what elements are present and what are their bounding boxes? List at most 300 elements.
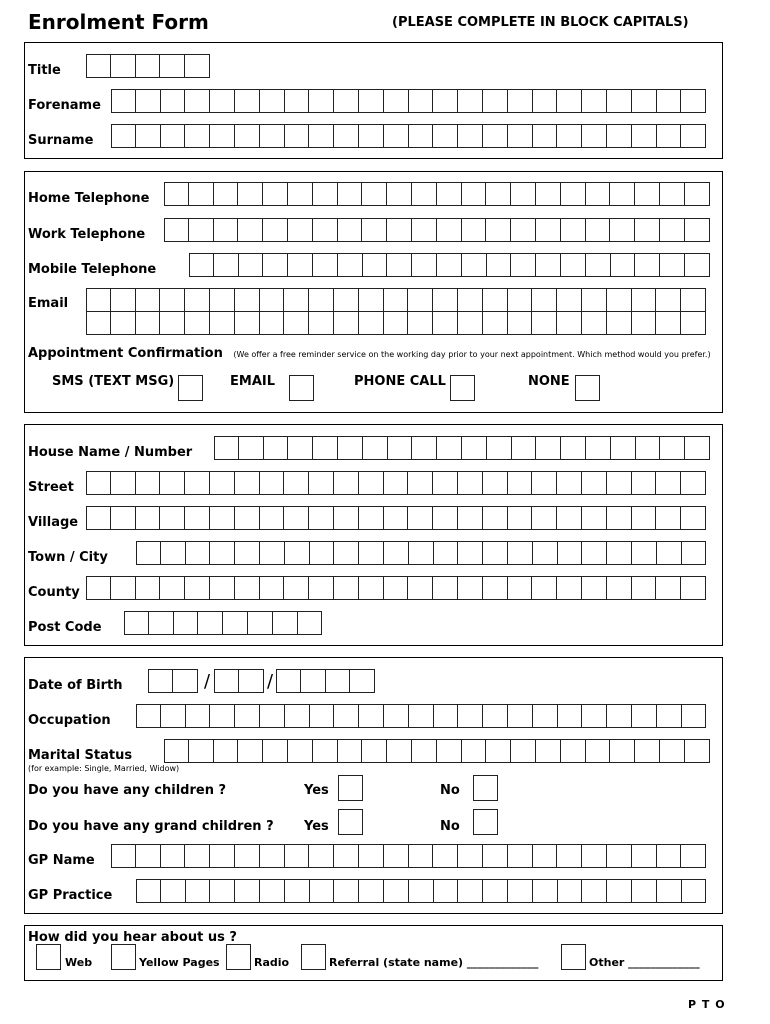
char-cell[interactable]: [483, 506, 508, 530]
char-cell[interactable]: [363, 253, 388, 277]
char-cell[interactable]: [533, 704, 558, 728]
char-cell[interactable]: [260, 311, 285, 335]
char-cell[interactable]: [656, 311, 681, 335]
char-cell[interactable]: [533, 541, 558, 565]
char-cell[interactable]: [458, 879, 483, 903]
char-cell[interactable]: [408, 471, 433, 495]
char-cell[interactable]: [632, 124, 657, 148]
email-input-line2[interactable]: [86, 311, 706, 335]
char-cell[interactable]: [160, 576, 185, 600]
char-cell[interactable]: [313, 218, 338, 242]
char-cell[interactable]: [434, 879, 459, 903]
char-cell[interactable]: [239, 253, 264, 277]
char-cell[interactable]: [582, 89, 607, 113]
char-cell[interactable]: [434, 541, 459, 565]
char-cell[interactable]: [313, 436, 338, 460]
char-cell[interactable]: [409, 704, 434, 728]
char-cell[interactable]: [161, 879, 186, 903]
char-cell[interactable]: [486, 218, 511, 242]
char-cell[interactable]: [363, 436, 388, 460]
char-cell[interactable]: [86, 311, 111, 335]
char-cell[interactable]: [214, 218, 239, 242]
char-cell[interactable]: [136, 541, 161, 565]
char-cell[interactable]: [657, 844, 682, 868]
char-cell[interactable]: [635, 739, 660, 763]
char-cell[interactable]: [235, 541, 260, 565]
char-cell[interactable]: [264, 436, 289, 460]
title-input[interactable]: [86, 54, 210, 78]
char-cell[interactable]: [288, 253, 313, 277]
char-cell[interactable]: [160, 311, 185, 335]
char-cell[interactable]: [409, 89, 434, 113]
char-cell[interactable]: [483, 844, 508, 868]
char-cell[interactable]: [198, 611, 223, 635]
char-cell[interactable]: [458, 124, 483, 148]
dob-year-input[interactable]: [276, 669, 375, 693]
char-cell[interactable]: [632, 89, 657, 113]
char-cell[interactable]: [359, 471, 384, 495]
char-cell[interactable]: [586, 253, 611, 277]
char-cell[interactable]: [558, 541, 583, 565]
work-telephone-input[interactable]: [164, 218, 710, 242]
char-cell[interactable]: [210, 89, 235, 113]
char-cell[interactable]: [409, 844, 434, 868]
char-cell[interactable]: [532, 288, 557, 312]
char-cell[interactable]: [111, 471, 136, 495]
char-cell[interactable]: [238, 218, 263, 242]
char-cell[interactable]: [508, 704, 533, 728]
char-cell[interactable]: [338, 182, 363, 206]
char-cell[interactable]: [582, 844, 607, 868]
char-cell[interactable]: [111, 311, 136, 335]
char-cell[interactable]: [285, 124, 310, 148]
char-cell[interactable]: [359, 311, 384, 335]
char-cell[interactable]: [235, 844, 260, 868]
char-cell[interactable]: [334, 89, 359, 113]
char-cell[interactable]: [682, 704, 707, 728]
char-cell[interactable]: [532, 311, 557, 335]
char-cell[interactable]: [359, 124, 384, 148]
char-cell[interactable]: [557, 311, 582, 335]
char-cell[interactable]: [656, 506, 681, 530]
char-cell[interactable]: [161, 124, 186, 148]
char-cell[interactable]: [561, 253, 586, 277]
char-cell[interactable]: [632, 288, 657, 312]
gp-practice-input[interactable]: [136, 879, 706, 903]
char-cell[interactable]: [288, 218, 313, 242]
char-cell[interactable]: [260, 879, 285, 903]
char-cell[interactable]: [582, 471, 607, 495]
char-cell[interactable]: [483, 89, 508, 113]
char-cell[interactable]: [310, 704, 335, 728]
char-cell[interactable]: [483, 288, 508, 312]
char-cell[interactable]: [161, 844, 186, 868]
char-cell[interactable]: [536, 218, 561, 242]
char-cell[interactable]: [161, 704, 186, 728]
char-cell[interactable]: [561, 182, 586, 206]
char-cell[interactable]: [260, 541, 285, 565]
char-cell[interactable]: [210, 704, 235, 728]
char-cell[interactable]: [533, 879, 558, 903]
char-cell[interactable]: [185, 311, 210, 335]
char-cell[interactable]: [433, 844, 458, 868]
char-cell[interactable]: [511, 182, 536, 206]
marital-status-input[interactable]: [164, 739, 710, 763]
char-cell[interactable]: [338, 739, 363, 763]
char-cell[interactable]: [611, 253, 636, 277]
char-cell[interactable]: [214, 669, 239, 693]
char-cell[interactable]: [681, 89, 706, 113]
char-cell[interactable]: [362, 182, 387, 206]
char-cell[interactable]: [334, 124, 359, 148]
char-cell[interactable]: [359, 89, 384, 113]
char-cell[interactable]: [512, 436, 537, 460]
char-cell[interactable]: [685, 436, 710, 460]
char-cell[interactable]: [582, 541, 607, 565]
char-cell[interactable]: [607, 89, 632, 113]
char-cell[interactable]: [536, 253, 561, 277]
char-cell[interactable]: [214, 739, 239, 763]
char-cell[interactable]: [359, 506, 384, 530]
char-cell[interactable]: [334, 288, 359, 312]
char-cell[interactable]: [334, 879, 359, 903]
char-cell[interactable]: [433, 506, 458, 530]
char-cell[interactable]: [681, 311, 706, 335]
char-cell[interactable]: [235, 576, 260, 600]
char-cell[interactable]: [660, 739, 685, 763]
char-cell[interactable]: [656, 576, 681, 600]
char-cell[interactable]: [433, 471, 458, 495]
char-cell[interactable]: [248, 611, 273, 635]
char-cell[interactable]: [86, 471, 111, 495]
char-cell[interactable]: [408, 288, 433, 312]
char-cell[interactable]: [558, 704, 583, 728]
char-cell[interactable]: [284, 506, 309, 530]
char-cell[interactable]: [210, 844, 235, 868]
char-cell[interactable]: [681, 506, 706, 530]
char-cell[interactable]: [681, 576, 706, 600]
char-cell[interactable]: [338, 436, 363, 460]
char-cell[interactable]: [586, 218, 611, 242]
char-cell[interactable]: [174, 611, 199, 635]
char-cell[interactable]: [657, 704, 682, 728]
char-cell[interactable]: [487, 436, 512, 460]
char-cell[interactable]: [189, 739, 214, 763]
char-cell[interactable]: [384, 541, 409, 565]
mobile-telephone-input[interactable]: [189, 253, 710, 277]
char-cell[interactable]: [310, 879, 335, 903]
char-cell[interactable]: [285, 704, 310, 728]
char-cell[interactable]: [185, 576, 210, 600]
char-cell[interactable]: [660, 182, 685, 206]
char-cell[interactable]: [557, 89, 582, 113]
char-cell[interactable]: [685, 253, 710, 277]
char-cell[interactable]: [388, 436, 413, 460]
char-cell[interactable]: [338, 253, 363, 277]
char-cell[interactable]: [210, 576, 235, 600]
char-cell[interactable]: [111, 576, 136, 600]
village-input[interactable]: [86, 506, 706, 530]
char-cell[interactable]: [437, 218, 462, 242]
char-cell[interactable]: [557, 844, 582, 868]
char-cell[interactable]: [433, 576, 458, 600]
char-cell[interactable]: [260, 471, 285, 495]
char-cell[interactable]: [149, 611, 174, 635]
char-cell[interactable]: [387, 182, 412, 206]
char-cell[interactable]: [136, 506, 161, 530]
char-cell[interactable]: [656, 471, 681, 495]
email-checkbox[interactable]: [289, 375, 314, 401]
char-cell[interactable]: [338, 218, 363, 242]
children-no-checkbox[interactable]: [473, 775, 498, 801]
web-checkbox[interactable]: [36, 944, 61, 970]
char-cell[interactable]: [235, 704, 260, 728]
char-cell[interactable]: [412, 218, 437, 242]
char-cell[interactable]: [557, 506, 582, 530]
other-checkbox[interactable]: [561, 944, 586, 970]
char-cell[interactable]: [508, 879, 533, 903]
char-cell[interactable]: [362, 739, 387, 763]
char-cell[interactable]: [681, 471, 706, 495]
char-cell[interactable]: [681, 844, 706, 868]
char-cell[interactable]: [635, 182, 660, 206]
char-cell[interactable]: [298, 611, 323, 635]
char-cell[interactable]: [285, 541, 310, 565]
char-cell[interactable]: [309, 288, 334, 312]
char-cell[interactable]: [511, 218, 536, 242]
char-cell[interactable]: [408, 311, 433, 335]
char-cell[interactable]: [276, 669, 301, 693]
char-cell[interactable]: [185, 506, 210, 530]
char-cell[interactable]: [362, 218, 387, 242]
char-cell[interactable]: [136, 311, 161, 335]
char-cell[interactable]: [384, 124, 409, 148]
char-cell[interactable]: [409, 541, 434, 565]
char-cell[interactable]: [185, 844, 210, 868]
char-cell[interactable]: [611, 436, 636, 460]
char-cell[interactable]: [607, 576, 632, 600]
char-cell[interactable]: [223, 611, 248, 635]
char-cell[interactable]: [260, 506, 285, 530]
char-cell[interactable]: [189, 182, 214, 206]
char-cell[interactable]: [632, 844, 657, 868]
char-cell[interactable]: [235, 506, 260, 530]
char-cell[interactable]: [682, 879, 707, 903]
char-cell[interactable]: [260, 89, 285, 113]
char-cell[interactable]: [511, 253, 536, 277]
char-cell[interactable]: [437, 253, 462, 277]
char-cell[interactable]: [235, 879, 260, 903]
char-cell[interactable]: [660, 436, 685, 460]
char-cell[interactable]: [483, 124, 508, 148]
char-cell[interactable]: [607, 541, 632, 565]
char-cell[interactable]: [334, 311, 359, 335]
char-cell[interactable]: [136, 288, 161, 312]
char-cell[interactable]: [136, 879, 161, 903]
char-cell[interactable]: [462, 253, 487, 277]
char-cell[interactable]: [86, 54, 111, 78]
char-cell[interactable]: [582, 124, 607, 148]
char-cell[interactable]: [384, 879, 409, 903]
char-cell[interactable]: [313, 182, 338, 206]
char-cell[interactable]: [238, 739, 263, 763]
char-cell[interactable]: [235, 89, 260, 113]
char-cell[interactable]: [263, 218, 288, 242]
char-cell[interactable]: [508, 506, 533, 530]
char-cell[interactable]: [557, 288, 582, 312]
char-cell[interactable]: [632, 879, 657, 903]
char-cell[interactable]: [387, 253, 412, 277]
char-cell[interactable]: [136, 576, 161, 600]
char-cell[interactable]: [412, 182, 437, 206]
char-cell[interactable]: [561, 436, 586, 460]
char-cell[interactable]: [558, 879, 583, 903]
char-cell[interactable]: [185, 124, 210, 148]
char-cell[interactable]: [486, 182, 511, 206]
char-cell[interactable]: [326, 669, 351, 693]
char-cell[interactable]: [309, 124, 334, 148]
char-cell[interactable]: [359, 704, 384, 728]
char-cell[interactable]: [437, 739, 462, 763]
char-cell[interactable]: [483, 541, 508, 565]
char-cell[interactable]: [483, 879, 508, 903]
char-cell[interactable]: [458, 311, 483, 335]
char-cell[interactable]: [458, 89, 483, 113]
char-cell[interactable]: [508, 311, 533, 335]
char-cell[interactable]: [607, 844, 632, 868]
char-cell[interactable]: [189, 253, 214, 277]
char-cell[interactable]: [309, 844, 334, 868]
char-cell[interactable]: [334, 541, 359, 565]
char-cell[interactable]: [210, 288, 235, 312]
char-cell[interactable]: [111, 89, 136, 113]
char-cell[interactable]: [632, 576, 657, 600]
char-cell[interactable]: [508, 288, 533, 312]
char-cell[interactable]: [334, 844, 359, 868]
char-cell[interactable]: [185, 54, 210, 78]
char-cell[interactable]: [458, 471, 483, 495]
char-cell[interactable]: [384, 844, 409, 868]
char-cell[interactable]: [186, 704, 211, 728]
char-cell[interactable]: [632, 704, 657, 728]
char-cell[interactable]: [235, 288, 260, 312]
char-cell[interactable]: [288, 436, 313, 460]
char-cell[interactable]: [607, 288, 632, 312]
char-cell[interactable]: [334, 704, 359, 728]
char-cell[interactable]: [532, 471, 557, 495]
char-cell[interactable]: [582, 576, 607, 600]
char-cell[interactable]: [260, 288, 285, 312]
char-cell[interactable]: [284, 471, 309, 495]
char-cell[interactable]: [160, 288, 185, 312]
char-cell[interactable]: [136, 471, 161, 495]
char-cell[interactable]: [359, 844, 384, 868]
char-cell[interactable]: [682, 541, 707, 565]
char-cell[interactable]: [86, 506, 111, 530]
char-cell[interactable]: [136, 54, 161, 78]
char-cell[interactable]: [657, 89, 682, 113]
char-cell[interactable]: [412, 253, 437, 277]
char-cell[interactable]: [185, 471, 210, 495]
char-cell[interactable]: [260, 844, 285, 868]
char-cell[interactable]: [487, 253, 512, 277]
char-cell[interactable]: [437, 182, 462, 206]
char-cell[interactable]: [263, 739, 288, 763]
char-cell[interactable]: [582, 311, 607, 335]
char-cell[interactable]: [238, 182, 263, 206]
char-cell[interactable]: [685, 182, 710, 206]
char-cell[interactable]: [632, 311, 657, 335]
char-cell[interactable]: [607, 311, 632, 335]
char-cell[interactable]: [136, 704, 161, 728]
char-cell[interactable]: [536, 436, 561, 460]
char-cell[interactable]: [210, 471, 235, 495]
char-cell[interactable]: [309, 576, 334, 600]
dob-month-input[interactable]: [214, 669, 264, 693]
char-cell[interactable]: [148, 669, 173, 693]
char-cell[interactable]: [161, 541, 186, 565]
char-cell[interactable]: [657, 541, 682, 565]
char-cell[interactable]: [313, 739, 338, 763]
char-cell[interactable]: [483, 704, 508, 728]
phone-call-checkbox[interactable]: [450, 375, 475, 401]
char-cell[interactable]: [635, 218, 660, 242]
char-cell[interactable]: [409, 879, 434, 903]
char-cell[interactable]: [214, 436, 239, 460]
char-cell[interactable]: [458, 844, 483, 868]
char-cell[interactable]: [164, 739, 189, 763]
char-cell[interactable]: [86, 288, 111, 312]
sms-checkbox[interactable]: [178, 375, 203, 401]
char-cell[interactable]: [610, 739, 635, 763]
char-cell[interactable]: [164, 218, 189, 242]
surname-input[interactable]: [111, 124, 706, 148]
grandchildren-yes-checkbox[interactable]: [338, 809, 363, 835]
char-cell[interactable]: [384, 506, 409, 530]
char-cell[interactable]: [483, 576, 508, 600]
char-cell[interactable]: [288, 182, 313, 206]
char-cell[interactable]: [285, 879, 310, 903]
char-cell[interactable]: [657, 124, 682, 148]
char-cell[interactable]: [359, 288, 384, 312]
char-cell[interactable]: [635, 253, 660, 277]
char-cell[interactable]: [214, 182, 239, 206]
char-cell[interactable]: [284, 576, 309, 600]
char-cell[interactable]: [582, 506, 607, 530]
char-cell[interactable]: [536, 739, 561, 763]
char-cell[interactable]: [511, 739, 536, 763]
char-cell[interactable]: [210, 879, 235, 903]
char-cell[interactable]: [458, 506, 483, 530]
char-cell[interactable]: [536, 182, 561, 206]
char-cell[interactable]: [434, 704, 459, 728]
char-cell[interactable]: [610, 218, 635, 242]
char-cell[interactable]: [462, 218, 487, 242]
char-cell[interactable]: [636, 436, 661, 460]
char-cell[interactable]: [508, 471, 533, 495]
char-cell[interactable]: [533, 124, 558, 148]
char-cell[interactable]: [136, 124, 161, 148]
char-cell[interactable]: [433, 311, 458, 335]
char-cell[interactable]: [310, 541, 335, 565]
char-cell[interactable]: [239, 669, 264, 693]
char-cell[interactable]: [412, 436, 437, 460]
char-cell[interactable]: [136, 89, 161, 113]
char-cell[interactable]: [384, 576, 409, 600]
referral-checkbox[interactable]: [301, 944, 326, 970]
char-cell[interactable]: [387, 218, 412, 242]
char-cell[interactable]: [260, 576, 285, 600]
